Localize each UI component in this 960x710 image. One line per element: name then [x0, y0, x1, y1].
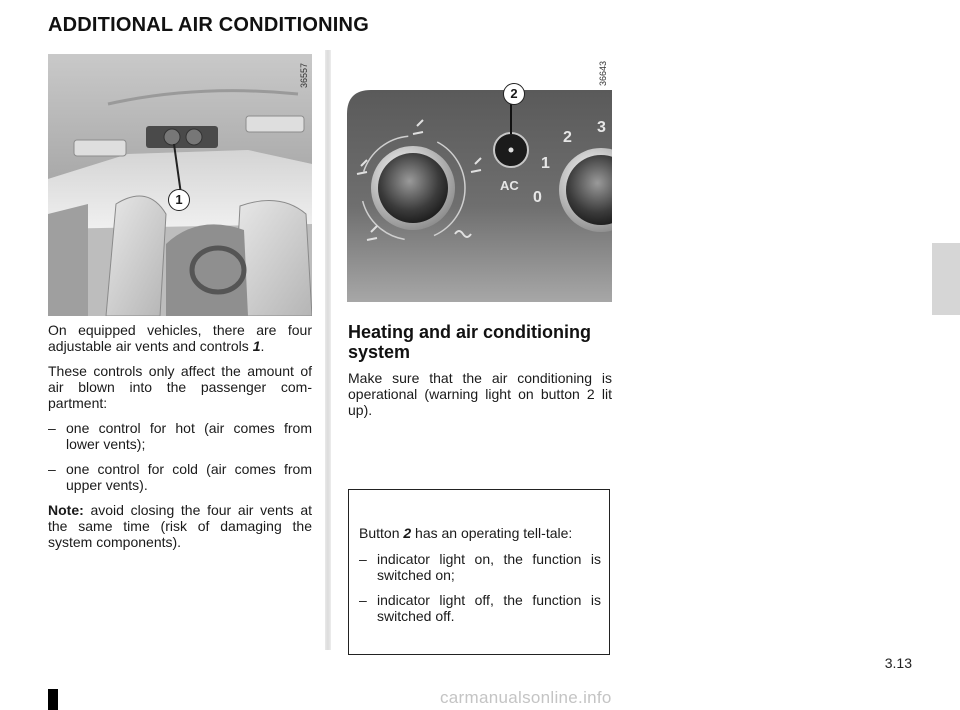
- interior-photo-figure: [48, 54, 312, 316]
- ac-label: AC: [500, 178, 519, 193]
- info-box: [348, 489, 610, 655]
- control-panel-figure: [347, 54, 612, 316]
- callout-badge: [168, 189, 190, 211]
- list-item: – indicator light on, the function is switched on;: [359, 551, 601, 583]
- figure-reference-number: 36557: [299, 62, 309, 88]
- watermark: carmanualsonline.info: [440, 688, 612, 707]
- ref-number: 1: [252, 338, 261, 354]
- dial-number-3: 3: [597, 119, 606, 136]
- note-paragraph: Note: avoid closing the four air vents at the same time (risk of damaging the system components).: [48, 502, 312, 550]
- section-tab: [932, 243, 960, 315]
- column-divider: [325, 50, 331, 650]
- intro-paragraph: On equipped vehicles, there are four adjustable air vents and controls 1.: [48, 322, 312, 354]
- dial-number-2: 2: [563, 129, 572, 146]
- figure-reference-number-2: 36643: [598, 60, 608, 86]
- callout-label: 1: [175, 192, 183, 207]
- controls-paragraph: These controls only affect the amount of air blown into the passenger com-partment:: [48, 363, 312, 411]
- page-title: ADDITIONAL AIR CONDITIONING: [48, 14, 369, 36]
- dial-number-0: 0: [533, 189, 542, 206]
- page-number: 3.13: [884, 655, 912, 671]
- dial-number-1: 1: [541, 155, 550, 172]
- interior-illustration: [48, 54, 312, 316]
- section-heading: Heating and air conditioning system: [348, 322, 591, 362]
- list-item: – indicator light off, the function is switched off.: [359, 592, 601, 624]
- corner-mark: [48, 689, 58, 710]
- callout-label-2: 2: [510, 86, 518, 101]
- list-item: – one control for cold (air comes from upper vents).: [48, 461, 312, 493]
- info-intro: Button 2 has an operating tell-tale:: [359, 525, 573, 541]
- ref-number: 2: [403, 525, 412, 541]
- right-text-column: [348, 370, 612, 418]
- left-text-column: [48, 322, 312, 559]
- callout-badge-2: [503, 83, 525, 105]
- note-label: Note:: [48, 502, 84, 518]
- ac-paragraph: Make sure that the air conditioning is operational (warning light on button 2 lit up).: [348, 370, 612, 418]
- control-panel-illustration: [347, 54, 612, 316]
- list-item: – one control for hot (air comes from lower vents);: [48, 420, 312, 452]
